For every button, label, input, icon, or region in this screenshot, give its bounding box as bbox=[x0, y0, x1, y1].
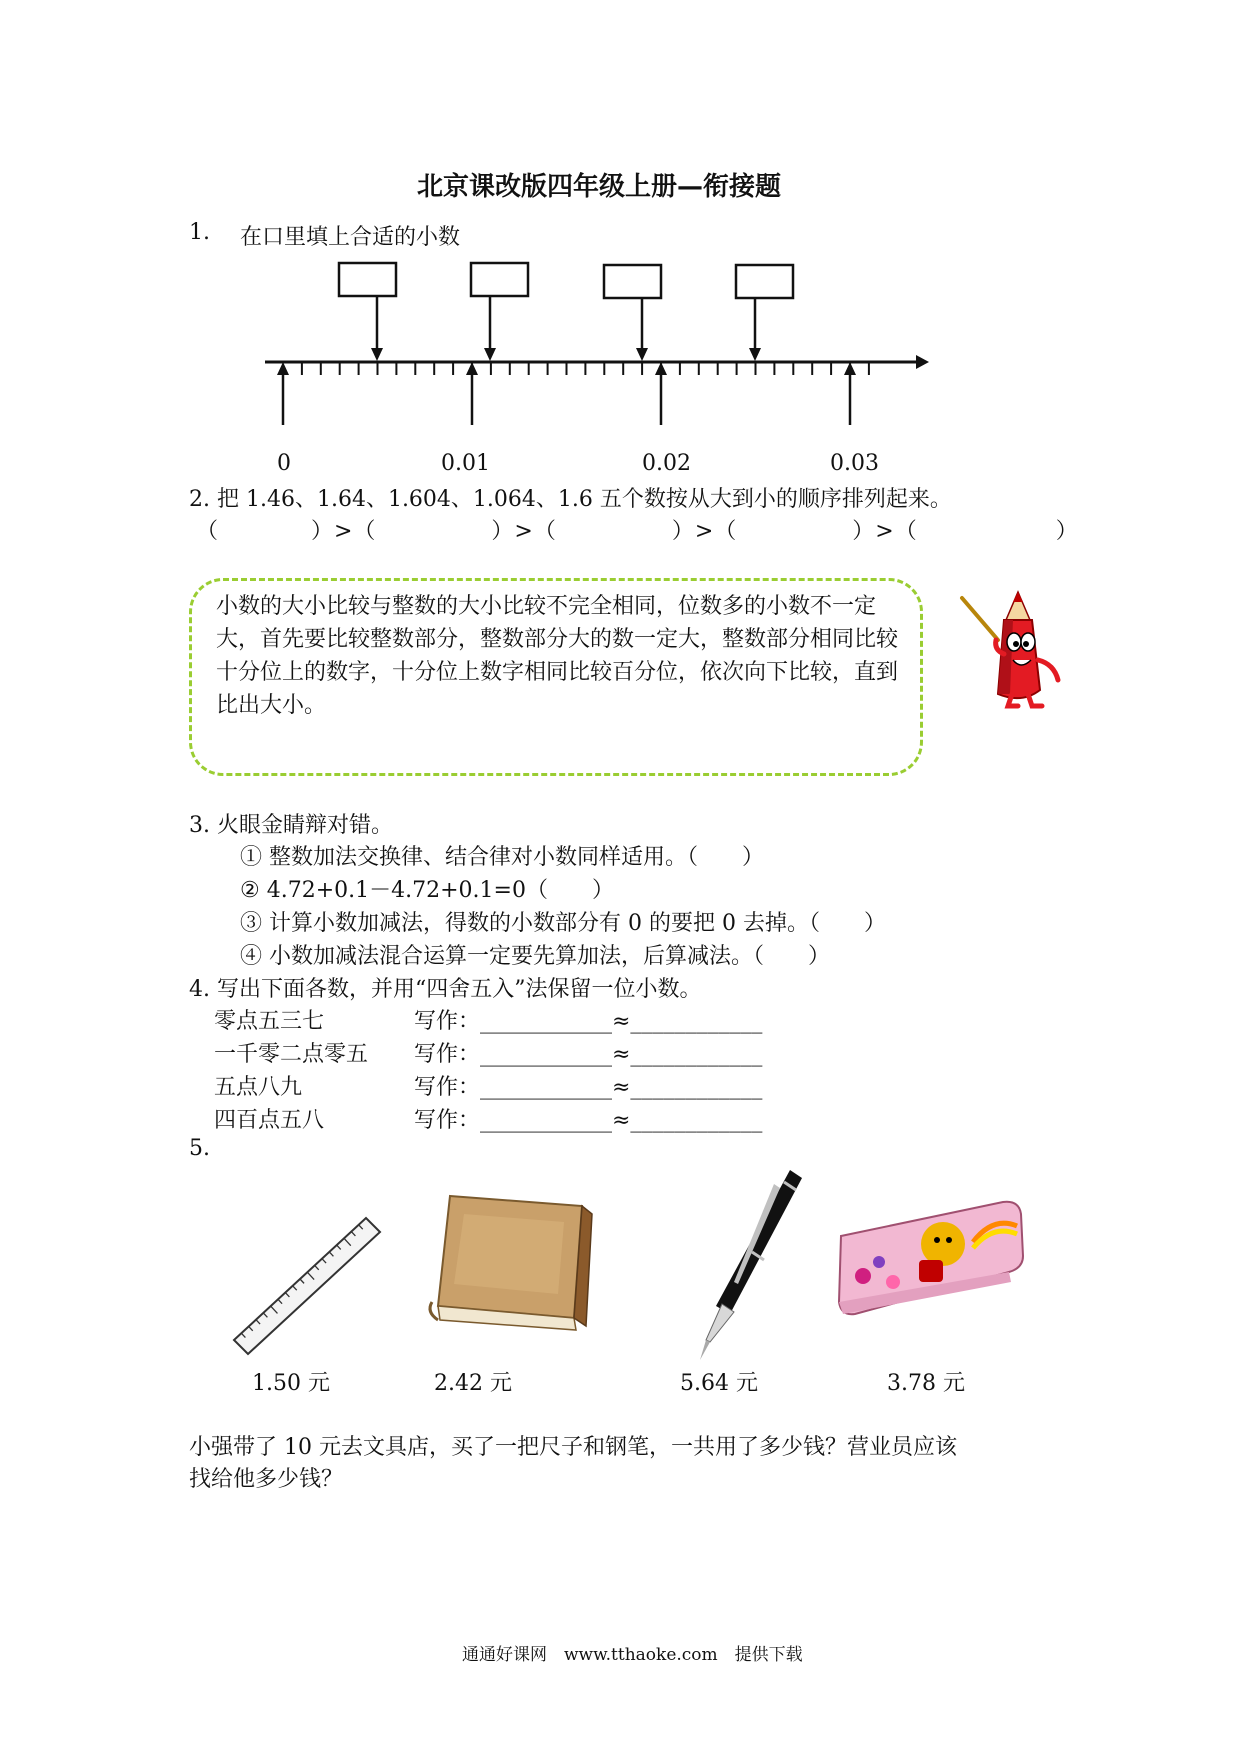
price-pencil-case: 3.78 元 bbox=[887, 1371, 965, 1396]
price-ruler: 1.50 元 bbox=[252, 1371, 330, 1396]
answer-box-3 bbox=[604, 265, 661, 298]
axis-label-0.02: 0.02 bbox=[642, 451, 691, 476]
q3-item-3: ③ 计算小数加减法，得数的小数部分有 0 的要把 0 去掉。（ ） bbox=[240, 911, 886, 936]
footer: 通通好课网 www.tthaoke.com 提供下载 bbox=[462, 1645, 803, 1665]
q4-write-4: 写作：____________≈____________ bbox=[414, 1108, 763, 1133]
q3-prompt: 3. 火眼金睛辩对错。 bbox=[189, 813, 393, 838]
axis-label-0.01: 0.01 bbox=[441, 451, 490, 476]
answer-box-2 bbox=[471, 263, 528, 296]
q4-write-3: 写作：____________≈____________ bbox=[414, 1075, 763, 1100]
q5-question-line-2: 找给他多少钱？ bbox=[189, 1467, 344, 1492]
q4-word-4: 四百点五八 bbox=[214, 1108, 325, 1133]
q4-write-1: 写作：____________≈____________ bbox=[414, 1009, 763, 1034]
tip-text: 小数的大小比较与整数的大小比较不完全相同，位数多的小数不一定大，首先要比较整数部分，整数部分大的数一定大，整数部分相同比较十分位上的数字，十分位上数字相同比较百分位，依次向下比较，直到比出大小。 bbox=[216, 594, 899, 718]
q2-prompt: 2. 把 1.46、1.64、1.604、1.064、1.6 五个数按从大到小的顺序排列起来。 bbox=[189, 487, 952, 512]
page-title: 北京课改版四年级上册—衔接题 bbox=[417, 172, 782, 202]
q2-answer-row: （ ）>（ ）>（ ）>（ ）>（ ） bbox=[196, 519, 1079, 544]
q5-number: 5. bbox=[189, 1136, 210, 1161]
answer-box-4 bbox=[736, 265, 793, 298]
pencil-case-icon bbox=[833, 1196, 1029, 1326]
price-pen: 5.64 元 bbox=[680, 1371, 758, 1396]
axis-label-0: 0 bbox=[277, 451, 291, 476]
q1-number: 1. bbox=[189, 220, 210, 245]
q3-item-2: ② 4.72+0.1－4.72+0.1=0（ ） bbox=[240, 878, 614, 903]
pencil-mascot-icon bbox=[958, 590, 1068, 710]
q4-word-3: 五点八九 bbox=[214, 1075, 303, 1100]
fountain-pen-icon bbox=[678, 1164, 808, 1364]
number-line bbox=[0, 0, 1240, 480]
ruler-icon bbox=[226, 1212, 386, 1362]
q4-word-1: 零点五三七 bbox=[214, 1009, 325, 1034]
q3-item-1: ① 整数加法交换律、结合律对小数同样适用。（ ） bbox=[240, 845, 764, 870]
q4-write-2: 写作：____________≈____________ bbox=[414, 1042, 763, 1067]
q5-question-line-1: 小强带了 10 元去文具店，买了一把尺子和钢笔，一共用了多少钱？营业员应该 bbox=[189, 1435, 957, 1460]
price-book: 2.42 元 bbox=[434, 1371, 512, 1396]
q3-item-4: ④ 小数加减法混合运算一定要先算加法，后算减法。（ ） bbox=[240, 944, 830, 969]
axis-label-0.03: 0.03 bbox=[830, 451, 879, 476]
answer-box-1 bbox=[339, 263, 396, 296]
book-icon bbox=[424, 1184, 600, 1334]
q4-prompt: 4. 写出下面各数，并用“四舍五入”法保留一位小数。 bbox=[189, 977, 702, 1002]
q4-word-2: 一千零二点零五 bbox=[214, 1042, 369, 1067]
q1-prompt: 在口里填上合适的小数 bbox=[240, 225, 461, 250]
